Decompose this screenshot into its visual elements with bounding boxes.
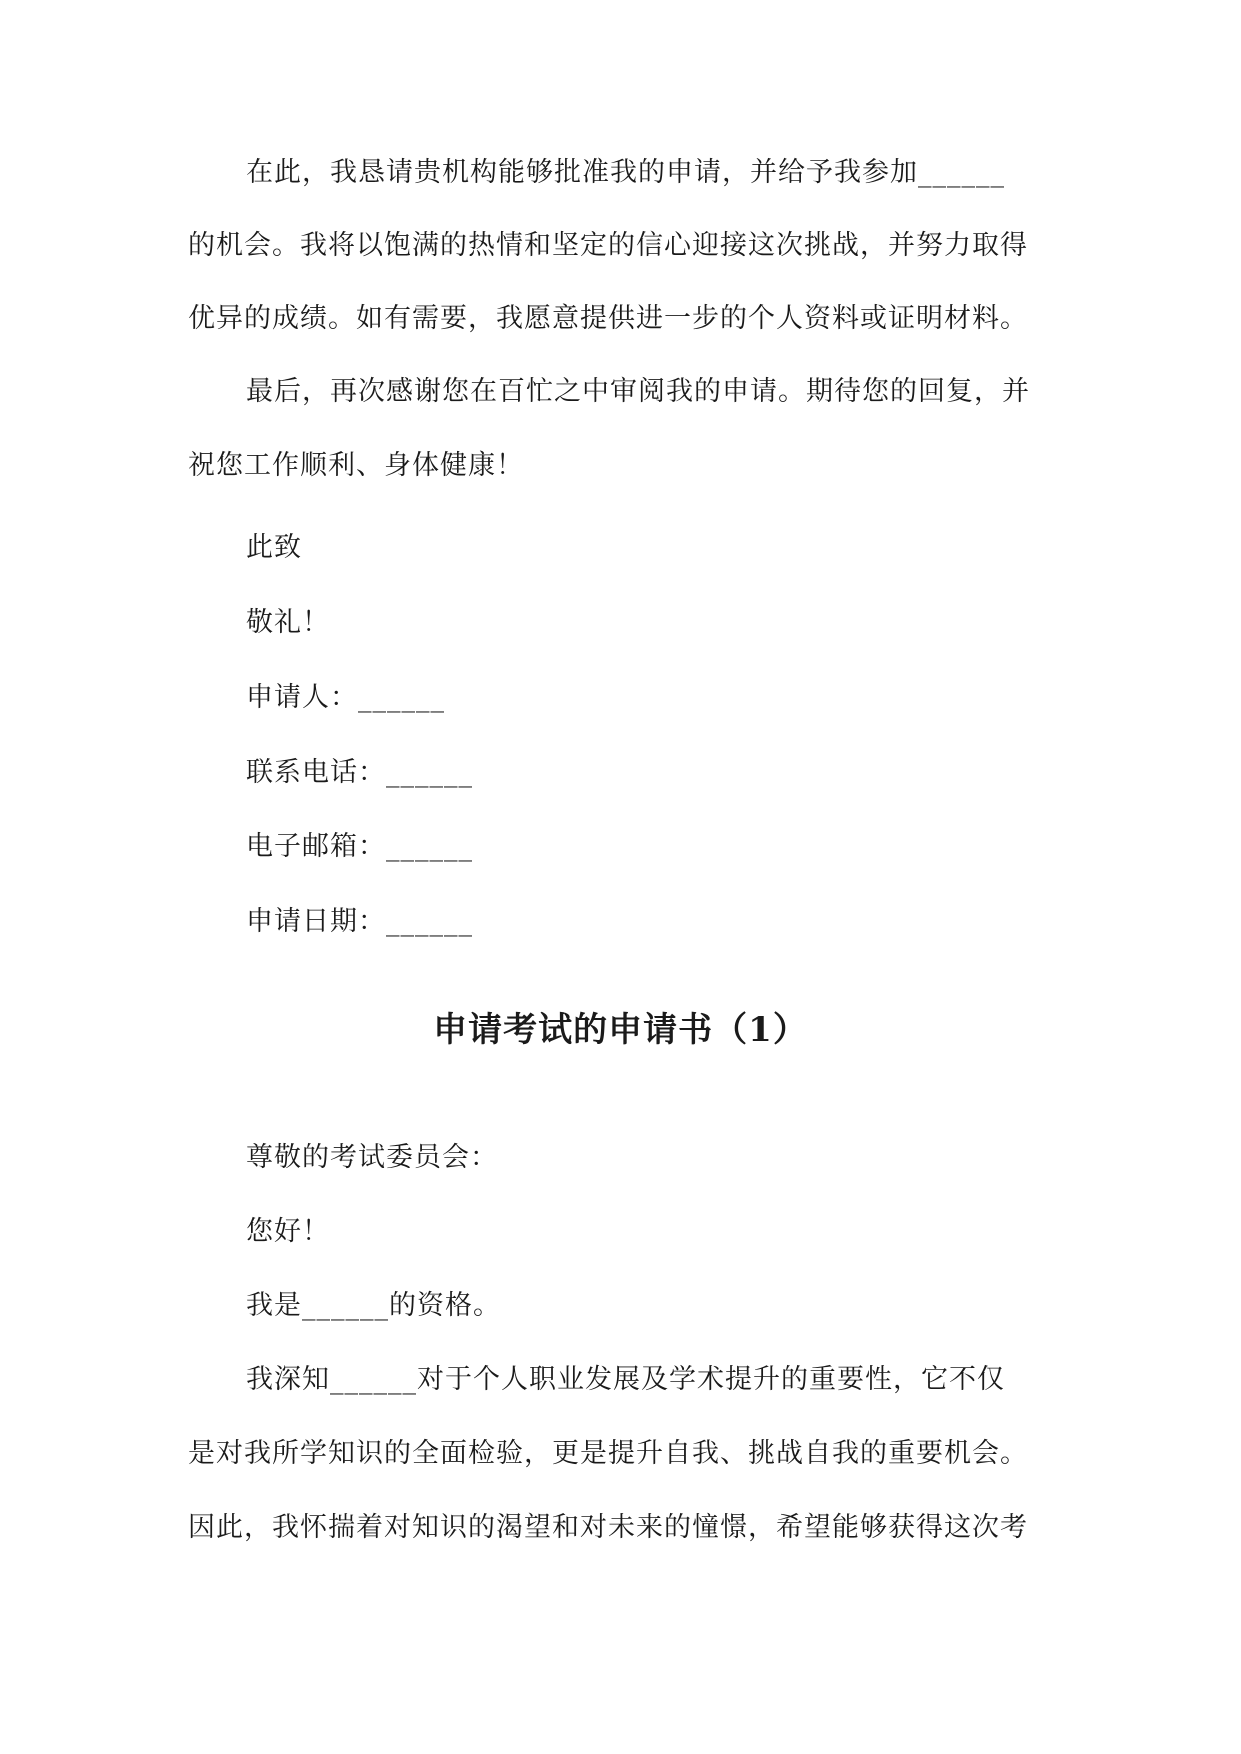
closing-paragraph-1-line-3: 优异的成绩。如有需要，我愿意提供进一步的个人资料或证明材料。 (188, 303, 1028, 334)
date-field: 申请日期：______ (246, 906, 473, 937)
letter-greeting: 尊敬的考试委员会： (246, 1142, 498, 1173)
letter-intro: 我是______的资格。 (246, 1290, 501, 1321)
letter-paragraph-line-3: 因此，我怀揣着对知识的渴望和对未来的憧憬，希望能够获得这次考 (188, 1512, 1028, 1543)
closing-paragraph-2-line-1: 最后，再次感谢您在百忙之中审阅我的申请。期待您的回复，并 (246, 376, 1030, 407)
salutation-jing-li: 敬礼！ (246, 607, 330, 638)
closing-paragraph-1-line-2: 的机会。我将以饱满的热情和坚定的信心迎接这次挑战，并努力取得 (188, 230, 1028, 261)
email-field: 电子邮箱：______ (246, 831, 473, 862)
section-title: 申请考试的申请书（1） (433, 1010, 808, 1050)
letter-paragraph-line-1: 我深知______对于个人职业发展及学术提升的重要性，它不仅 (246, 1364, 1005, 1395)
salutation-ci-zhi: 此致 (246, 532, 302, 563)
closing-paragraph-2-line-2: 祝您工作顺利、身体健康！ (188, 450, 524, 481)
letter-paragraph-line-2: 是对我所学知识的全面检验，更是提升自我、挑战自我的重要机会。 (188, 1438, 1028, 1469)
closing-paragraph-1-line-1: 在此，我恳请贵机构能够批准我的申请，并给予我参加______ (246, 157, 1005, 188)
phone-field: 联系电话：______ (246, 757, 473, 788)
letter-hello: 您好！ (246, 1216, 330, 1247)
applicant-field: 申请人：______ (246, 682, 445, 713)
